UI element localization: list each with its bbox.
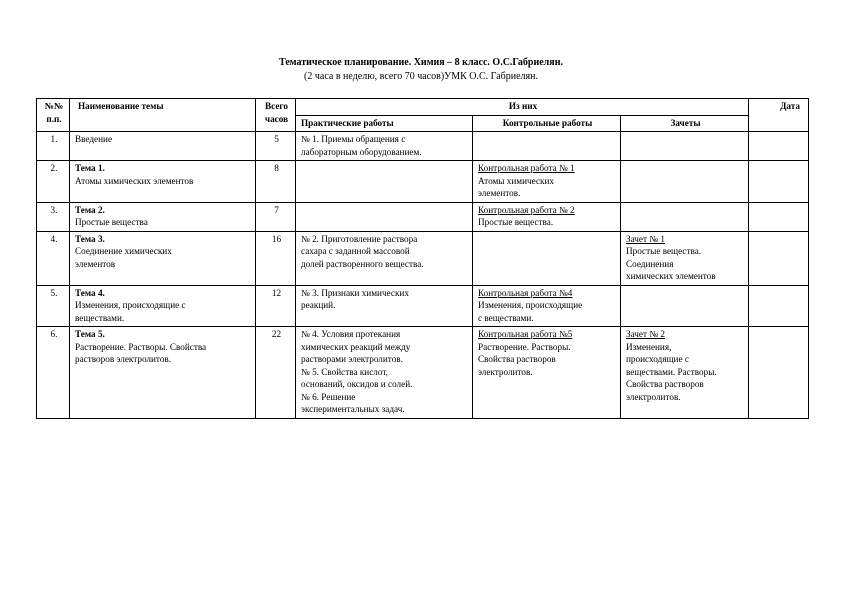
topic-cell [70, 231, 256, 285]
header-practical: Практические работы [296, 115, 473, 132]
practical-text: оснований, оксидов и солей. [301, 379, 413, 389]
topic-title: Тема 4. [75, 287, 105, 298]
hours-cell: 5 [256, 132, 296, 161]
table-row [37, 285, 809, 327]
header-of-them: Из них [296, 99, 749, 116]
test-text: происходящие с [626, 354, 689, 364]
topic-text: Соединение химических [75, 246, 172, 256]
hours-cell: 8 [256, 161, 296, 203]
practical-cell [296, 132, 473, 161]
practical-text: № 4. Условия протекания [301, 329, 401, 339]
header-topic: Наименование темы [70, 99, 256, 132]
table-row [37, 202, 809, 231]
topic-text: Изменения, происходящие с [75, 300, 186, 310]
header-num-line-1: №№ [44, 101, 64, 111]
control-text: элементов. [478, 188, 521, 198]
header-num [37, 99, 70, 132]
date-cell [749, 327, 809, 419]
date-cell [749, 231, 809, 285]
row-number: 5. [37, 285, 70, 327]
practical-text: № 1. Приемы обращения с [301, 134, 406, 144]
row-number: 6. [37, 327, 70, 419]
date-cell [749, 202, 809, 231]
practical-text: № 6. Решение [301, 391, 356, 402]
control-cell [473, 202, 621, 231]
document-header [0, 56, 842, 84]
topic-text: Введение [75, 134, 113, 144]
test-title: Зачет № 1 [626, 233, 665, 244]
practical-text: долей растворенного вещества. [301, 258, 424, 269]
planning-table [36, 98, 809, 419]
control-text: с веществами. [478, 312, 534, 323]
test-title: Зачет № 2 [626, 329, 665, 339]
test-cell [621, 327, 749, 419]
header-tests: Зачеты [621, 115, 749, 132]
practical-text: сахара с заданной массовой [301, 246, 410, 256]
practical-cell [296, 327, 473, 419]
hours-cell: 12 [256, 285, 296, 327]
table-row [37, 132, 809, 161]
test-cell [621, 161, 749, 203]
header-hours-line-1: Всего [265, 101, 288, 111]
topic-text: растворов электролитов. [75, 354, 172, 364]
practical-text: № 3. Признаки химических [301, 287, 409, 298]
practical-text: реакций. [301, 300, 336, 310]
header-hours-line-2: часов [264, 113, 289, 124]
control-title: Контрольная работа №5 [478, 329, 573, 339]
practical-text: № 5. Свойства кислот, [301, 366, 388, 377]
test-text: Соединения [626, 258, 674, 269]
topic-text: Растворение. Растворы. Свойства [75, 341, 207, 352]
control-text: Атомы химических [478, 175, 554, 186]
topic-title: Тема 3. [75, 233, 105, 244]
row-number: 1. [37, 132, 70, 161]
control-cell [473, 285, 621, 327]
test-cell [621, 231, 749, 285]
test-cell [621, 285, 749, 327]
topic-text: веществами. [75, 312, 125, 323]
document-title: Тематическое планирование. Химия – 8 класс. О.С.Габриелян. [279, 57, 563, 68]
test-text: Свойства растворов [626, 379, 704, 389]
test-cell [621, 202, 749, 231]
topic-title: Тема 5. [75, 329, 105, 339]
test-text: веществами. Растворы. [626, 366, 717, 377]
header-row-1 [37, 99, 809, 116]
practical-text: № 2. Приготовление раствора [301, 233, 418, 244]
practical-cell [296, 285, 473, 327]
topic-text: Атомы химических элементов [75, 175, 194, 186]
control-text: электролитов. [478, 366, 533, 377]
test-text: электролитов. [626, 391, 681, 402]
practical-text: химических реакций между [301, 341, 411, 352]
test-text: Изменения, [626, 341, 672, 352]
topic-title: Тема 1. [75, 163, 105, 173]
row-number: 2. [37, 161, 70, 203]
topic-cell [70, 202, 256, 231]
control-text: Растворение. Растворы. [478, 341, 571, 352]
header-num-line-2: п.п. [46, 113, 62, 124]
topic-text: Простые вещества [75, 217, 148, 227]
topic-text: элементов [75, 258, 116, 269]
test-cell [621, 132, 749, 161]
table-row [37, 161, 809, 203]
practical-cell [296, 202, 473, 231]
test-text: Простые вещества. [626, 246, 702, 256]
test-text: химических элементов [626, 271, 716, 281]
control-title: Контрольная работа № 1 [478, 163, 575, 173]
control-text: Простые вещества. [478, 217, 554, 227]
header-date: Дата [749, 99, 809, 132]
topic-cell [70, 285, 256, 327]
row-number: 3. [37, 202, 70, 231]
topic-cell [70, 132, 256, 161]
control-cell [473, 231, 621, 285]
table-body [37, 132, 809, 419]
row-number: 4. [37, 231, 70, 285]
control-text: Свойства растворов [478, 354, 556, 364]
control-cell [473, 327, 621, 419]
date-cell [749, 132, 809, 161]
control-text: Изменения, происходящие [478, 300, 583, 310]
topic-cell [70, 327, 256, 419]
hours-cell: 22 [256, 327, 296, 419]
practical-text: растворами электролитов. [301, 354, 403, 364]
topic-title: Тема 2. [75, 204, 105, 215]
date-cell [749, 161, 809, 203]
practical-text: лабораторным оборудованием. [301, 146, 422, 157]
hours-cell: 7 [256, 202, 296, 231]
practical-text: экспериментальных задач. [301, 404, 405, 414]
header-hours [256, 99, 296, 132]
control-title: Контрольная работа №4 [478, 287, 573, 298]
practical-cell [296, 161, 473, 203]
document-subtitle: (2 часа в неделю, всего 70 часов)УМК О.С. Габриелян. [304, 71, 538, 82]
table-row [37, 231, 809, 285]
control-title: Контрольная работа № 2 [478, 204, 575, 215]
date-cell [749, 285, 809, 327]
table-row [37, 327, 809, 419]
header-control: Контрольные работы [473, 115, 621, 132]
topic-cell [70, 161, 256, 203]
control-cell [473, 132, 621, 161]
control-cell [473, 161, 621, 203]
hours-cell: 16 [256, 231, 296, 285]
practical-cell [296, 231, 473, 285]
